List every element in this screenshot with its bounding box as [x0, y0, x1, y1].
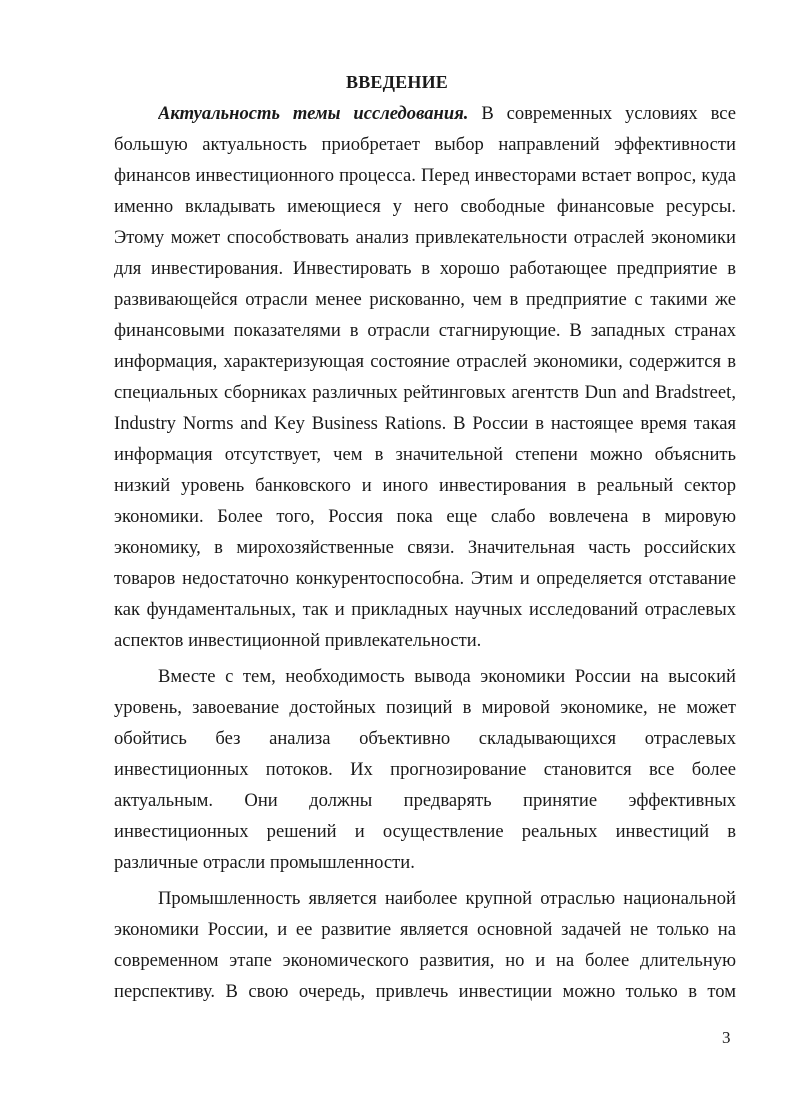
paragraph-1-line: развивающейся отрасли менее рискованно, чем в предприятие с такими же: [114, 289, 736, 310]
paragraph-1-line: финансовыми показателями в отрасли стагнирующие. В западных странах: [114, 320, 736, 341]
paragraph-1-line: именно вкладывать имеющиеся у него свободные финансовые ресурсы.: [114, 196, 736, 217]
paragraph-1-line: финансов инвестиционного процесса. Перед инвесторами встает вопрос, куда: [114, 165, 736, 186]
page-number: 3: [722, 1028, 731, 1047]
paragraph-2-line: уровень, завоевание достойных позиций в мировой экономике, не может: [114, 697, 736, 718]
paragraph-3-line: экономики России, и ее развитие является основной задачей не только на: [114, 919, 736, 940]
paragraph-1-line: экономику, в мирохозяйственные связи. Значительная часть российских: [114, 537, 736, 558]
paragraph-1-line: для инвестирования. Инвестировать в хорошо работающее предприятие в: [114, 258, 736, 279]
paragraph-1-line: аспектов инвестиционной привлекательности.: [114, 630, 482, 651]
paragraph-2-line-1: Вместе с тем, необходимость вывода экономики России на высокий: [158, 666, 736, 687]
paragraph-2-line: актуальным. Они должны предварять принятие эффективных: [114, 790, 736, 811]
paragraph-1-line: низкий уровень банковского и иного инвестирования в реальный сектор: [114, 475, 736, 496]
paragraph-1-line-1: [158, 102, 736, 126]
paragraph-1-line: специальных сборниках различных рейтинговых агентств Dun and Bradstreet,: [114, 382, 736, 403]
paragraph-2-line: инвестиционных решений и осуществление реальных инвестиций в: [114, 821, 736, 842]
paragraph-3-line-1: Промышленность является наиболее крупной отраслью национальной: [158, 888, 736, 909]
paragraph-1-line: экономики. Более того, Россия пока еще слабо вовлечена в мировую: [114, 506, 736, 527]
paragraph-1-line: информация, характеризующая состояние отраслей экономики, содержится в: [114, 351, 736, 372]
paragraph-1-line: большую актуальность приобретает выбор направлений эффективности: [114, 134, 736, 155]
paragraph-1-line: как фундаментальных, так и прикладных научных исследований отраслевых: [114, 599, 736, 620]
paragraph-1-line: информация отсутствует, чем в значительной степени можно объяснить: [114, 444, 736, 465]
paragraph-1-lead-rest: В современных условиях все: [468, 103, 736, 124]
paragraph-3-line: современном этапе экономического развития, но и на более длительную: [114, 950, 736, 971]
paragraph-1-line: Этому может способствовать анализ привлекательности отраслей экономики: [114, 227, 736, 248]
paragraph-3-line: перспективу. В свою очередь, привлечь инвестиции можно только в том: [114, 981, 736, 1002]
paragraph-1-line: Industry Norms and Key Business Rations. В России в настоящее время такая: [114, 413, 736, 434]
page-title: ВВЕДЕНИЕ: [345, 72, 448, 92]
paragraph-1-line: товаров недостаточно конкурентоспособна. Этим и определяется отставание: [114, 568, 736, 589]
paragraph-2-line: инвестиционных потоков. Их прогнозирование становится все более: [114, 759, 736, 780]
paragraph-1-lead-emphasis: Актуальность темы исследования.: [158, 103, 469, 124]
paragraph-2-line: обойтись без анализа объективно складывающихся отраслевых: [114, 728, 736, 749]
paragraph-2-line: различные отрасли промышленности.: [114, 852, 415, 873]
